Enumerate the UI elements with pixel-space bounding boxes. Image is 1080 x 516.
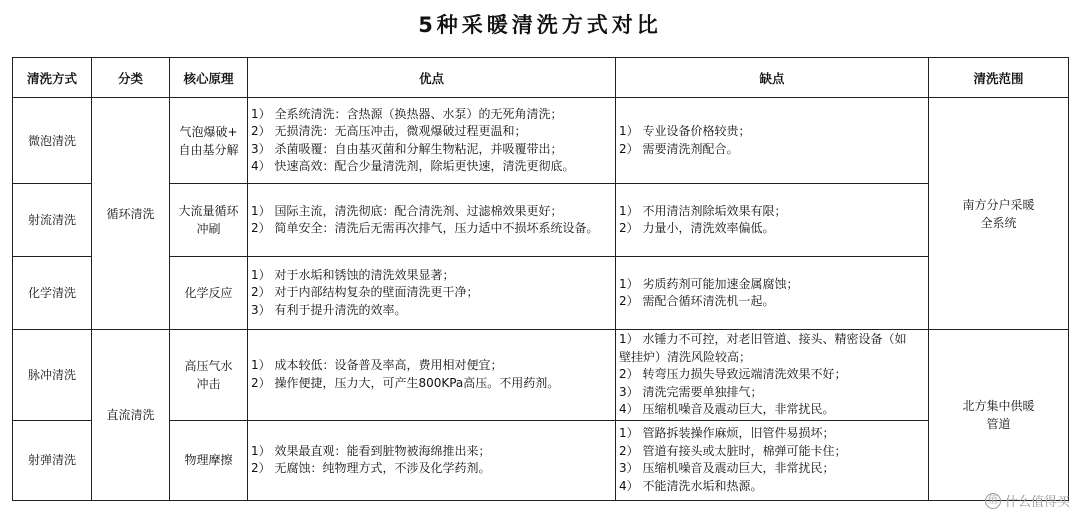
- principle-line: 气泡爆破+: [179, 124, 238, 139]
- pros-line: 2） 无腐蚀：纯物理方式，不涉及化学药剂。: [251, 461, 491, 475]
- pros-line: 2） 操作便捷，压力大，可产生800KPa高压。不用药剂。: [251, 375, 560, 390]
- method-cell: 微泡清洗: [13, 98, 92, 184]
- pros-cell: [248, 98, 616, 184]
- cons-cell: [616, 184, 929, 257]
- category-cell: 循环清洗: [92, 98, 170, 330]
- cons-line: 3） 压缩机噪音及震动巨大，非常扰民；: [619, 461, 835, 475]
- pros-cell: [248, 184, 616, 257]
- cons-line: 2） 需要清洗剂配合。: [619, 141, 739, 156]
- header-method: 清洗方式: [13, 58, 92, 98]
- cons-line: 4） 不能清洗水垢和热源。: [619, 478, 763, 493]
- method-cell: 化学清洗: [13, 257, 92, 330]
- principle-cell: [170, 184, 248, 257]
- principle-line: 物理摩擦: [184, 453, 233, 467]
- scope-cell: [929, 98, 1069, 330]
- pros-cell: [248, 257, 616, 330]
- cons-cell: [616, 257, 929, 330]
- header-pros: 优点: [248, 58, 616, 98]
- header-principle: 核心原理: [170, 58, 248, 98]
- pros-line: 2） 简单安全：清洗后无需再次排气，压力适中不损坏系统设备。: [251, 221, 599, 235]
- pros-line: 4） 快速高效：配合少量清洗剂，除垢更快速，清洗更彻底。: [251, 159, 575, 173]
- smzdm-logo-icon: 值: [985, 493, 1001, 509]
- watermark: [985, 491, 1070, 510]
- principle-line: 自由基分解: [178, 142, 239, 157]
- principle-line: 冲击: [196, 376, 221, 391]
- cons-cell: [616, 420, 929, 500]
- table-row: [13, 330, 1069, 421]
- comparison-table: [12, 57, 1069, 501]
- method-cell: 射流清洗: [13, 184, 92, 257]
- cons-line: 1） 水锤力不可控，对老旧管道、接头、精密设备（如: [619, 332, 907, 346]
- cons-cell: [616, 330, 929, 421]
- pros-line: 1） 效果最直观：能看到脏物被海绵推出来；: [251, 443, 491, 458]
- method-cell: 射弹清洗: [13, 420, 92, 500]
- header-scope: 清洗范围: [929, 58, 1069, 98]
- pros-line: 3） 有利于提升清洗的效率。: [251, 302, 407, 317]
- table-row: [13, 184, 1069, 257]
- pros-line: 2） 无损清洗：无高压冲击，微观爆破过程更温和；: [251, 124, 527, 138]
- cons-line: 2） 管道有接头或太脏时，棉弹可能卡住；: [619, 443, 847, 458]
- category-cell: 直流清洗: [92, 330, 170, 501]
- cons-line: 4） 压缩机噪音及震动巨大，非常扰民。: [619, 402, 835, 416]
- pros-line: 2） 对于内部结构复杂的壁面清洗更干净；: [251, 285, 479, 300]
- principle-cell: [170, 330, 248, 421]
- principle-line: 高压气水: [184, 358, 233, 373]
- principle-line: 冲刷: [196, 222, 221, 236]
- pros-line: 1） 对于水垢和锈蚀的清洗效果显著；: [251, 267, 455, 282]
- cons-line: 1） 不用清洁剂除垢效果有限；: [619, 203, 787, 218]
- pros-line: 1） 国际主流，清洗彻底：配合清洗剂、过滤棉效果更好；: [251, 203, 563, 218]
- method-cell: 脉冲清洗: [13, 330, 92, 421]
- header-row: [13, 58, 1069, 98]
- page-title: 5种采暖清洗方式对比: [418, 13, 662, 37]
- principle-cell: [170, 98, 248, 184]
- scope-line: 南方分户采暖: [962, 197, 1035, 212]
- cons-line: 2） 需配合循环清洗机一起。: [619, 294, 775, 308]
- principle-cell: [170, 420, 248, 500]
- cons-line: 3） 清洗完需要单独排气；: [619, 384, 763, 399]
- principle-line: 化学反应: [184, 286, 233, 300]
- cons-line: 1） 管路拆装操作麻烦，旧管件易损坏；: [619, 426, 835, 440]
- scope-line: 管道: [986, 416, 1011, 431]
- pros-line: 1） 全系统清洗：含热源（换热器、水泵）的无死角清洗；: [251, 106, 563, 121]
- cons-line: 壁挂炉）清洗风险较高；: [619, 349, 752, 364]
- pros-line: 3） 杀菌吸覆：自由基灭菌和分解生物粘泥，并吸覆带出；: [251, 141, 563, 156]
- principle-line: 大流量循环: [178, 204, 239, 218]
- scope-line: 北方集中供暖: [962, 398, 1035, 413]
- cons-line: 2） 转弯压力损失导致远端清洗效果不好；: [619, 367, 847, 381]
- scope-cell: [929, 330, 1069, 501]
- cons-cell: [616, 98, 929, 184]
- header-category: 分类: [92, 58, 170, 98]
- table-row: [13, 98, 1069, 184]
- header-cons: 缺点: [616, 58, 929, 98]
- table-row: [13, 420, 1069, 500]
- scope-line: 全系统: [980, 215, 1017, 230]
- cons-line: 1） 劣质药剂可能加速金属腐蚀；: [619, 276, 799, 291]
- cons-line: 2） 力量小，清洗效率偏低。: [619, 221, 775, 235]
- cons-line: 1） 专业设备价格较贵；: [619, 124, 751, 138]
- watermark-text: 什么值得买: [1004, 495, 1070, 510]
- pros-line: 1） 成本较低：设备普及率高，费用相对便宜；: [251, 358, 503, 373]
- table-row: [13, 257, 1069, 330]
- pros-cell: [248, 420, 616, 500]
- pros-cell: [248, 330, 616, 421]
- principle-cell: [170, 257, 248, 330]
